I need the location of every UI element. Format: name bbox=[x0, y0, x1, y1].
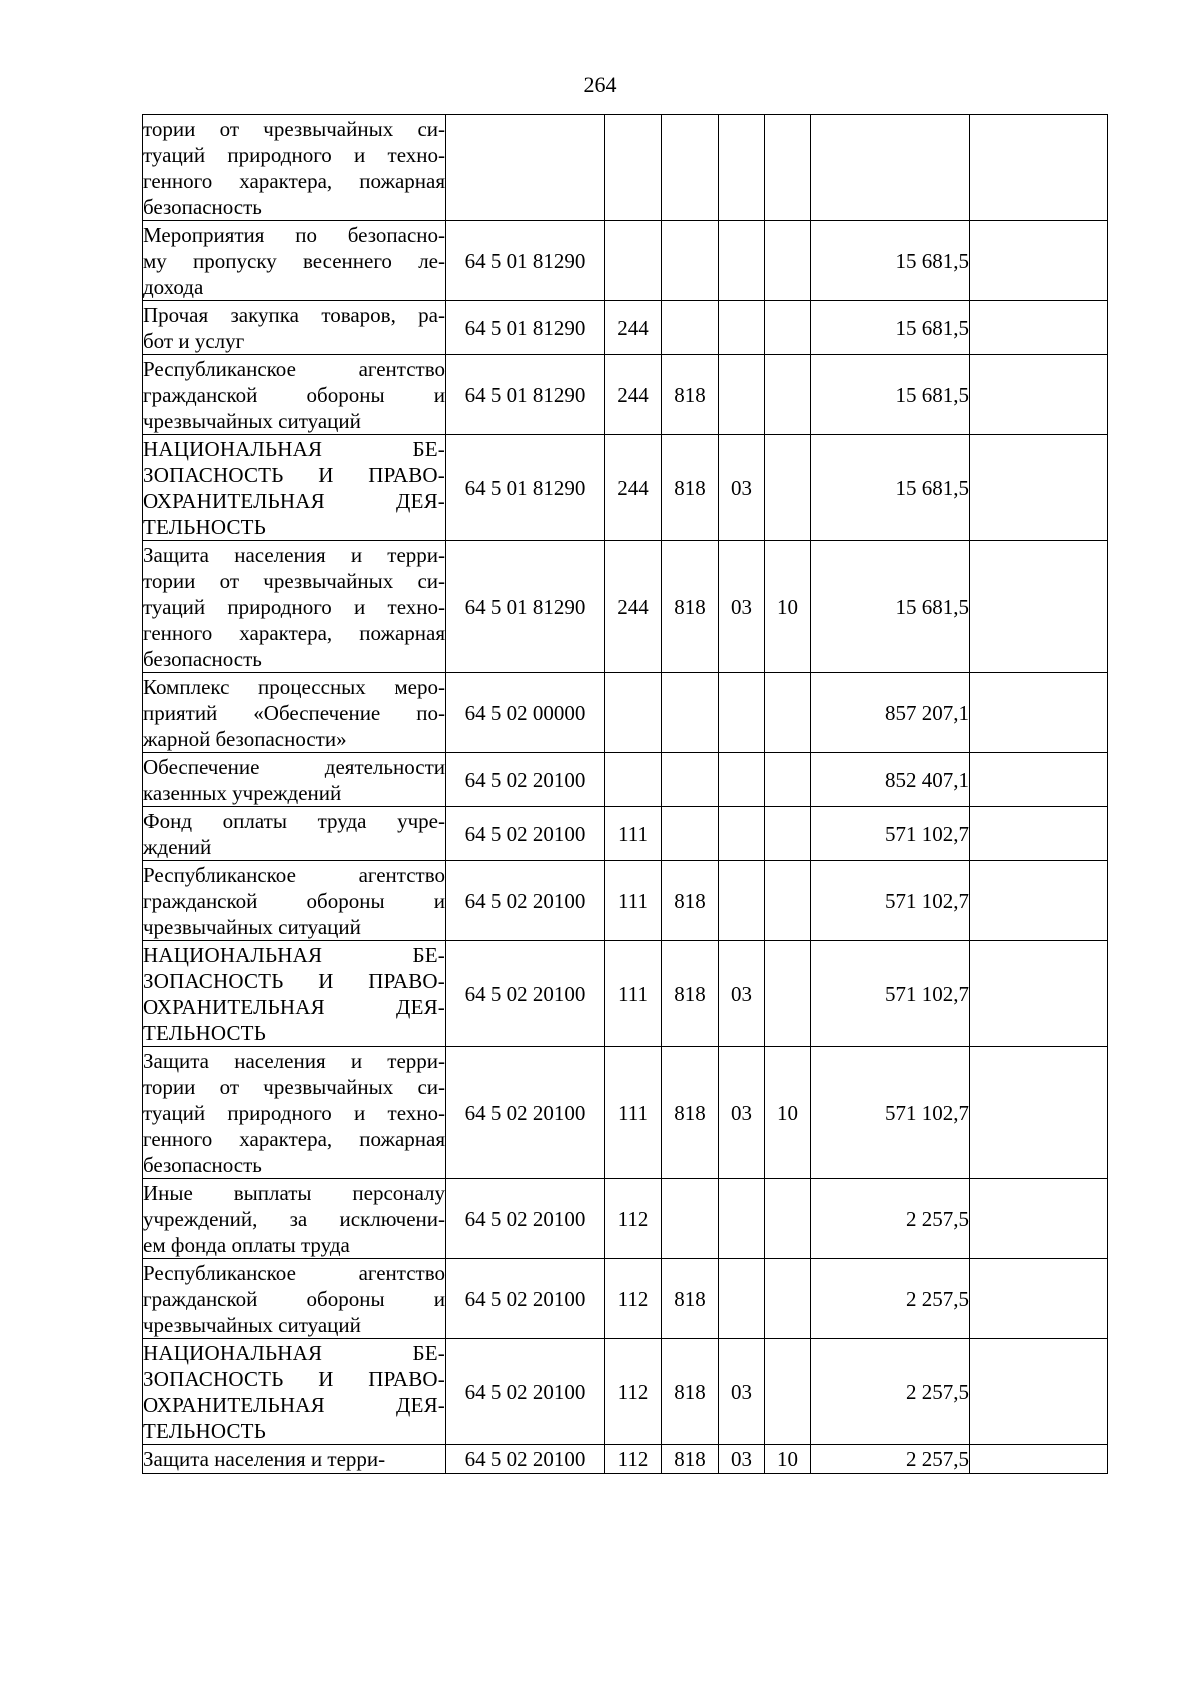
table-row bbox=[143, 861, 1108, 941]
amount-cell: 571 102,7 bbox=[811, 1047, 970, 1179]
ministry-code-cell bbox=[662, 115, 719, 221]
subsection-cell: 10 bbox=[765, 541, 811, 673]
item-name-line: жарной безопасности» bbox=[143, 726, 347, 751]
subsection-cell bbox=[765, 115, 811, 221]
item-name-line: ЗОПАСНОСТЬ И ПРАВО- bbox=[143, 968, 445, 993]
ministry-code-cell: 818 bbox=[662, 1339, 719, 1445]
item-name-line: Защита населения и терри- bbox=[143, 542, 445, 567]
expense-type-cell bbox=[605, 115, 662, 221]
item-name-cell bbox=[143, 1339, 446, 1445]
section-cell bbox=[719, 1179, 765, 1259]
item-name-cell bbox=[143, 115, 446, 221]
section-cell: 03 bbox=[719, 1339, 765, 1445]
item-name-line: чрезвычайных ситуаций bbox=[143, 408, 361, 433]
extra-amount-cell bbox=[970, 807, 1108, 861]
table-row bbox=[143, 807, 1108, 861]
subsection-cell bbox=[765, 673, 811, 753]
item-name-line: гражданской обороны и bbox=[143, 888, 445, 913]
table-row bbox=[143, 1339, 1108, 1445]
amount-cell: 571 102,7 bbox=[811, 807, 970, 861]
amount-cell: 2 257,5 bbox=[811, 1445, 970, 1474]
item-name-line: казенных учреждений bbox=[143, 780, 342, 805]
page-number: 264 bbox=[583, 72, 617, 97]
item-name-cell bbox=[143, 221, 446, 301]
amount-cell: 571 102,7 bbox=[811, 941, 970, 1047]
subsection-cell bbox=[765, 1339, 811, 1445]
budget-table bbox=[142, 114, 1108, 1474]
target-article-code-cell: 64 5 01 81290 bbox=[446, 301, 605, 355]
amount-cell: 857 207,1 bbox=[811, 673, 970, 753]
item-name-cell bbox=[143, 1179, 446, 1259]
item-name-cell bbox=[143, 435, 446, 541]
extra-amount-cell bbox=[970, 1259, 1108, 1339]
expense-type-cell: 112 bbox=[605, 1445, 662, 1474]
expense-type-cell: 112 bbox=[605, 1179, 662, 1259]
ministry-code-cell bbox=[662, 673, 719, 753]
subsection-cell bbox=[765, 435, 811, 541]
subsection-cell bbox=[765, 807, 811, 861]
item-name-line: ОХРАНИТЕЛЬНАЯ ДЕЯ- bbox=[143, 994, 445, 1019]
amount-cell: 15 681,5 bbox=[811, 221, 970, 301]
section-cell bbox=[719, 301, 765, 355]
extra-amount-cell bbox=[970, 861, 1108, 941]
extra-amount-cell bbox=[970, 1047, 1108, 1179]
extra-amount-cell bbox=[970, 541, 1108, 673]
item-name-cell bbox=[143, 355, 446, 435]
item-name-line: Фонд оплаты труда учре- bbox=[143, 808, 445, 833]
target-article-code-cell: 64 5 02 20100 bbox=[446, 1445, 605, 1474]
amount-cell: 15 681,5 bbox=[811, 541, 970, 673]
amount-cell bbox=[811, 115, 970, 221]
amount-cell: 2 257,5 bbox=[811, 1259, 970, 1339]
expense-type-cell: 112 bbox=[605, 1339, 662, 1445]
item-name-line: НАЦИОНАЛЬНАЯ БЕ- bbox=[143, 436, 445, 461]
section-cell bbox=[719, 221, 765, 301]
item-name-line: туаций природного и техно- bbox=[143, 594, 445, 619]
extra-amount-cell bbox=[970, 753, 1108, 807]
section-cell bbox=[719, 807, 765, 861]
expense-type-cell bbox=[605, 221, 662, 301]
target-article-code-cell: 64 5 02 00000 bbox=[446, 673, 605, 753]
item-name-line: туаций природного и техно- bbox=[143, 142, 445, 167]
table-row bbox=[143, 221, 1108, 301]
subsection-cell bbox=[765, 861, 811, 941]
table-row bbox=[143, 1047, 1108, 1179]
target-article-code-cell: 64 5 02 20100 bbox=[446, 753, 605, 807]
item-name-cell bbox=[143, 1047, 446, 1179]
extra-amount-cell bbox=[970, 221, 1108, 301]
expense-type-cell: 111 bbox=[605, 941, 662, 1047]
table-row bbox=[143, 355, 1108, 435]
ministry-code-cell: 818 bbox=[662, 1445, 719, 1474]
item-name-cell bbox=[143, 301, 446, 355]
section-cell bbox=[719, 115, 765, 221]
amount-cell: 2 257,5 bbox=[811, 1339, 970, 1445]
subsection-cell bbox=[765, 355, 811, 435]
section-cell: 03 bbox=[719, 1445, 765, 1474]
target-article-code-cell: 64 5 01 81290 bbox=[446, 541, 605, 673]
table-row bbox=[143, 753, 1108, 807]
item-name-line: Иные выплаты персоналу bbox=[143, 1180, 445, 1205]
item-name-line: Защита населения и терри- bbox=[143, 1447, 386, 1471]
expense-type-cell: 112 bbox=[605, 1259, 662, 1339]
extra-amount-cell bbox=[970, 435, 1108, 541]
item-name-line: безопасность bbox=[143, 194, 262, 219]
expense-type-cell: 244 bbox=[605, 301, 662, 355]
extra-amount-cell bbox=[970, 1445, 1108, 1474]
item-name-line: ОХРАНИТЕЛЬНАЯ ДЕЯ- bbox=[143, 1392, 445, 1417]
ministry-code-cell: 818 bbox=[662, 435, 719, 541]
item-name-line: гражданской обороны и bbox=[143, 382, 445, 407]
item-name-cell bbox=[143, 673, 446, 753]
item-name-line: гражданской обороны и bbox=[143, 1286, 445, 1311]
item-name-line: приятий «Обеспечение по- bbox=[143, 700, 445, 725]
subsection-cell bbox=[765, 221, 811, 301]
target-article-code-cell: 64 5 02 20100 bbox=[446, 1047, 605, 1179]
extra-amount-cell bbox=[970, 941, 1108, 1047]
ministry-code-cell: 818 bbox=[662, 541, 719, 673]
item-name-line: туаций природного и техно- bbox=[143, 1100, 445, 1125]
table-row bbox=[143, 673, 1108, 753]
item-name-line: генного характера, пожарная bbox=[143, 168, 445, 193]
section-cell: 03 bbox=[719, 435, 765, 541]
target-article-code-cell: 64 5 02 20100 bbox=[446, 807, 605, 861]
item-name-cell bbox=[143, 807, 446, 861]
item-name-line: Республиканское агентство bbox=[143, 1260, 445, 1285]
section-cell bbox=[719, 753, 765, 807]
target-article-code-cell: 64 5 02 20100 bbox=[446, 941, 605, 1047]
item-name-line: ждений bbox=[143, 834, 212, 859]
extra-amount-cell bbox=[970, 1179, 1108, 1259]
ministry-code-cell bbox=[662, 301, 719, 355]
amount-cell: 2 257,5 bbox=[811, 1179, 970, 1259]
item-name-line: генного характера, пожарная bbox=[143, 620, 445, 645]
item-name-line: учреждений, за исключени- bbox=[143, 1206, 445, 1231]
table-row bbox=[143, 541, 1108, 673]
item-name-line: безопасность bbox=[143, 1152, 262, 1177]
table-row bbox=[143, 941, 1108, 1047]
item-name-line: ТЕЛЬНОСТЬ bbox=[143, 514, 266, 539]
extra-amount-cell bbox=[970, 355, 1108, 435]
item-name-line: Прочая закупка товаров, ра- bbox=[143, 302, 445, 327]
amount-cell: 15 681,5 bbox=[811, 355, 970, 435]
table-row bbox=[143, 1259, 1108, 1339]
extra-amount-cell bbox=[970, 115, 1108, 221]
item-name-cell bbox=[143, 941, 446, 1047]
table-row bbox=[143, 1179, 1108, 1259]
item-name-line: тории от чрезвычайных си- bbox=[143, 568, 445, 593]
section-cell bbox=[719, 355, 765, 435]
ministry-code-cell: 818 bbox=[662, 1047, 719, 1179]
subsection-cell bbox=[765, 1259, 811, 1339]
target-article-code-cell: 64 5 02 20100 bbox=[446, 861, 605, 941]
item-name-line: чрезвычайных ситуаций bbox=[143, 1312, 361, 1337]
target-article-code-cell: 64 5 02 20100 bbox=[446, 1179, 605, 1259]
item-name-line: му пропуску весеннего ле- bbox=[143, 248, 445, 273]
item-name-line: ОХРАНИТЕЛЬНАЯ ДЕЯ- bbox=[143, 488, 445, 513]
section-cell: 03 bbox=[719, 941, 765, 1047]
expense-type-cell: 111 bbox=[605, 861, 662, 941]
expense-type-cell: 244 bbox=[605, 435, 662, 541]
subsection-cell bbox=[765, 941, 811, 1047]
section-cell bbox=[719, 673, 765, 753]
item-name-line: чрезвычайных ситуаций bbox=[143, 914, 361, 939]
item-name-line: Мероприятия по безопасно- bbox=[143, 222, 445, 247]
extra-amount-cell bbox=[970, 673, 1108, 753]
item-name-cell bbox=[143, 753, 446, 807]
amount-cell: 15 681,5 bbox=[811, 301, 970, 355]
expense-type-cell bbox=[605, 673, 662, 753]
subsection-cell: 10 bbox=[765, 1445, 811, 1474]
ministry-code-cell: 818 bbox=[662, 861, 719, 941]
item-name-cell bbox=[143, 1445, 446, 1474]
ministry-code-cell bbox=[662, 807, 719, 861]
amount-cell: 852 407,1 bbox=[811, 753, 970, 807]
section-cell bbox=[719, 1259, 765, 1339]
section-cell bbox=[719, 861, 765, 941]
ministry-code-cell bbox=[662, 1179, 719, 1259]
item-name-line: тории от чрезвычайных си- bbox=[143, 1074, 445, 1099]
table-row bbox=[143, 1445, 1108, 1474]
expense-type-cell: 244 bbox=[605, 541, 662, 673]
subsection-cell bbox=[765, 753, 811, 807]
subsection-cell: 10 bbox=[765, 1047, 811, 1179]
item-name-line: тории от чрезвычайных си- bbox=[143, 116, 445, 141]
item-name-line: Республиканское агентство bbox=[143, 356, 445, 381]
item-name-line: безопасность bbox=[143, 646, 262, 671]
item-name-line: Комплекс процессных меро- bbox=[143, 674, 445, 699]
section-cell: 03 bbox=[719, 541, 765, 673]
target-article-code-cell: 64 5 01 81290 bbox=[446, 435, 605, 541]
item-name-line: ем фонда оплаты труда bbox=[143, 1232, 350, 1257]
ministry-code-cell: 818 bbox=[662, 355, 719, 435]
extra-amount-cell bbox=[970, 301, 1108, 355]
item-name-line: ЗОПАСНОСТЬ И ПРАВО- bbox=[143, 462, 445, 487]
item-name-line: Защита населения и терри- bbox=[143, 1048, 445, 1073]
item-name-line: НАЦИОНАЛЬНАЯ БЕ- bbox=[143, 942, 445, 967]
ministry-code-cell: 818 bbox=[662, 1259, 719, 1339]
target-article-code-cell: 64 5 02 20100 bbox=[446, 1339, 605, 1445]
item-name-line: Обеспечение деятельности bbox=[143, 754, 445, 779]
item-name-line: ЗОПАСНОСТЬ И ПРАВО- bbox=[143, 1366, 445, 1391]
item-name-cell bbox=[143, 861, 446, 941]
target-article-code-cell: 64 5 01 81290 bbox=[446, 221, 605, 301]
amount-cell: 15 681,5 bbox=[811, 435, 970, 541]
item-name-line: дохода bbox=[143, 274, 204, 299]
target-article-code-cell: 64 5 01 81290 bbox=[446, 355, 605, 435]
table-body bbox=[143, 115, 1108, 1474]
item-name-line: ТЕЛЬНОСТЬ bbox=[143, 1020, 266, 1045]
ministry-code-cell bbox=[662, 753, 719, 807]
amount-cell: 571 102,7 bbox=[811, 861, 970, 941]
table-row bbox=[143, 115, 1108, 221]
section-cell: 03 bbox=[719, 1047, 765, 1179]
expense-type-cell: 244 bbox=[605, 355, 662, 435]
item-name-line: генного характера, пожарная bbox=[143, 1126, 445, 1151]
expense-type-cell bbox=[605, 753, 662, 807]
subsection-cell bbox=[765, 301, 811, 355]
ministry-code-cell bbox=[662, 221, 719, 301]
item-name-line: ТЕЛЬНОСТЬ bbox=[143, 1418, 266, 1443]
ministry-code-cell: 818 bbox=[662, 941, 719, 1047]
item-name-cell bbox=[143, 541, 446, 673]
subsection-cell bbox=[765, 1179, 811, 1259]
expense-type-cell: 111 bbox=[605, 1047, 662, 1179]
table-row bbox=[143, 301, 1108, 355]
item-name-line: Республиканское агентство bbox=[143, 862, 445, 887]
target-article-code-cell: 64 5 02 20100 bbox=[446, 1259, 605, 1339]
extra-amount-cell bbox=[970, 1339, 1108, 1445]
item-name-line: бот и услуг bbox=[143, 328, 245, 353]
item-name-cell bbox=[143, 1259, 446, 1339]
target-article-code-cell bbox=[446, 115, 605, 221]
expense-type-cell: 111 bbox=[605, 807, 662, 861]
table-row bbox=[143, 435, 1108, 541]
item-name-line: НАЦИОНАЛЬНАЯ БЕ- bbox=[143, 1340, 445, 1365]
